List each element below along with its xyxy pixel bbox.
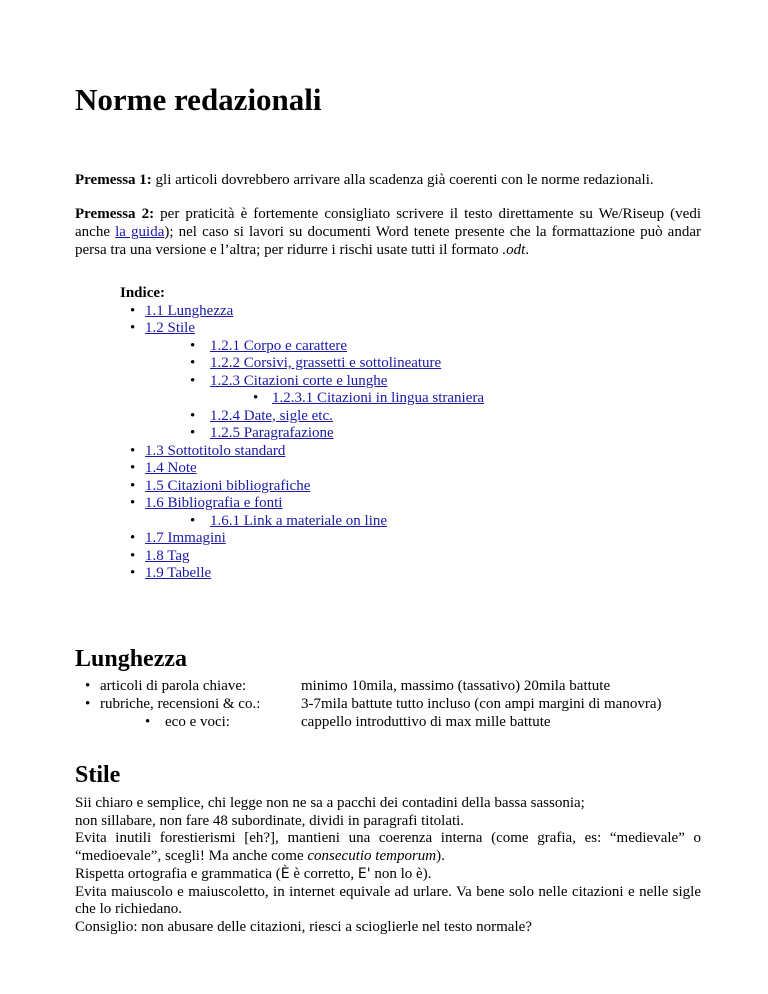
- stile-text: non lo è).: [370, 865, 432, 882]
- stile-text: Rispetta ortografia e grammatica (: [75, 865, 281, 882]
- toc-link[interactable]: 1.2.3.1 Citazioni in lingua straniera: [272, 390, 485, 406]
- heading-lunghezza: Lunghezza: [75, 646, 188, 672]
- premessa-2-text-b: ); nel caso si lavori su documenti Word tenete presente che la formattazione può andar persa tra una versione e l’altra; per ridurre i rischi usate tutti il formato: [75, 224, 701, 258]
- bullet: •: [85, 678, 91, 694]
- heading-stile: Stile: [75, 762, 121, 788]
- length-key: rubriche, recensioni & co.:: [100, 696, 261, 712]
- toc-link[interactable]: 1.4 Note: [145, 460, 197, 476]
- length-value: minimo 10mila, massimo (tassativo) 20mila battute: [301, 678, 611, 694]
- file-format: .odt: [502, 242, 526, 258]
- toc-item: [120, 373, 484, 391]
- bullet: •: [190, 512, 196, 529]
- bullet: •: [130, 302, 136, 319]
- toc-link[interactable]: 1.3 Sottotitolo standard: [145, 442, 286, 459]
- glyph-example: È: [280, 865, 290, 882]
- toc-item: [120, 565, 484, 583]
- premessa-1-text: gli articoli dovrebbero arrivare alla scadenza già coerenti con le norme redazionali.: [151, 172, 654, 188]
- premessa-2: [75, 205, 701, 259]
- toc-link[interactable]: 1.5 Citazioni bibliografiche: [145, 477, 311, 494]
- premessa-1-label: Premessa 1:: [75, 172, 152, 188]
- toc-item: [120, 320, 484, 338]
- toc-item: [120, 513, 484, 531]
- stile-italic: consecutio temporum: [307, 848, 437, 865]
- stile-line: non sillabare, non fare 48 subordinate, dividi in paragrafi titolati.: [75, 812, 465, 829]
- toc-link[interactable]: 1.9 Tabelle: [145, 565, 212, 581]
- toc-item: [120, 530, 484, 548]
- toc-link[interactable]: 1.1 Lunghezza: [145, 302, 234, 319]
- length-key: eco e voci:: [165, 714, 230, 730]
- bullet: •: [190, 425, 196, 441]
- bullet: •: [130, 547, 136, 564]
- toc-item: [120, 425, 484, 443]
- table-of-contents: [120, 285, 484, 583]
- guide-link[interactable]: la guida: [115, 224, 165, 240]
- bullet: •: [190, 355, 196, 371]
- toc-item: [120, 303, 484, 321]
- bullet: •: [130, 460, 136, 476]
- bullet: •: [130, 530, 136, 546]
- toc-item: [120, 548, 484, 566]
- toc-item: [120, 408, 484, 426]
- page-title: Norme redazionali: [75, 82, 322, 117]
- bullet: •: [130, 565, 136, 581]
- stile-text: è corretto,: [289, 865, 358, 882]
- toc-item: [120, 460, 484, 478]
- stile-line: [75, 830, 701, 865]
- stile-text: Evita inutili forestierismi [eh?], mantieni una coerenza interna (come grafia, es: “medievale” o “medioevale”, scegli! Ma anche come: [75, 830, 701, 865]
- bullet: •: [130, 495, 136, 511]
- toc-link[interactable]: 1.2.4 Date, sigle etc.: [210, 407, 333, 424]
- bullet: •: [190, 372, 196, 389]
- toc-link[interactable]: 1.8 Tag: [145, 547, 190, 564]
- bullet: •: [85, 696, 91, 712]
- stile-line: Evita maiuscolo e maiuscoletto, in internet equivale ad urlare. Va bene solo nelle citazioni e nelle sigle che lo richiedano.: [75, 883, 701, 918]
- toc-link[interactable]: 1.2.1 Corpo e carattere: [210, 337, 348, 354]
- toc-item: [120, 390, 484, 408]
- premessa-2-text-c: .: [525, 242, 530, 258]
- length-value: cappello introduttivo di max mille battute: [301, 714, 551, 730]
- toc-item: [120, 495, 484, 513]
- toc-link[interactable]: 1.2.3 Citazioni corte e lunghe: [210, 372, 388, 389]
- toc-item: [120, 355, 484, 373]
- stile-line: Consiglio: non abusare delle citazioni, riesci a scioglierle nel testo normale?: [75, 918, 532, 935]
- premessa-2-label: Premessa 2:: [75, 206, 155, 222]
- toc-link[interactable]: 1.6.1 Link a materiale on line: [210, 512, 388, 529]
- stile-line: [75, 866, 701, 884]
- toc-link[interactable]: 1.7 Immagini: [145, 530, 226, 546]
- length-key: articoli di parola chiave:: [100, 678, 247, 694]
- stile-body: [75, 795, 701, 937]
- bullet: •: [130, 477, 136, 494]
- premessa-2-text-a: per praticità è fortemente consigliato scrivere il testo direttamente su We/Riseup (vedi anche: [75, 206, 701, 240]
- bullet: •: [253, 390, 259, 406]
- bullet: •: [130, 442, 136, 459]
- bullet: •: [130, 320, 136, 336]
- toc-link[interactable]: 1.6 Bibliografia e fonti: [145, 495, 283, 511]
- toc-title: Indice:: [120, 285, 165, 301]
- premessa-1: [75, 171, 701, 189]
- toc-link[interactable]: 1.2.2 Corsivi, grassetti e sottolineature: [210, 355, 442, 371]
- stile-line: Sii chiaro e semplice, chi legge non ne sa a pacchi dei contadini della bassa sassonia;: [75, 795, 585, 811]
- length-value: 3-7mila battute tutto incluso (con ampi margini di manovra): [301, 696, 662, 712]
- toc-item: [120, 338, 484, 356]
- toc-link[interactable]: 1.2.5 Paragrafazione: [210, 425, 334, 441]
- toc-link[interactable]: 1.2 Stile: [145, 320, 196, 336]
- bullet: •: [145, 714, 151, 730]
- glyph-example: E': [357, 865, 371, 882]
- toc-item: [120, 478, 484, 496]
- stile-text: ).: [436, 848, 445, 865]
- bullet: •: [190, 407, 196, 424]
- toc-list: [120, 303, 484, 583]
- bullet: •: [190, 337, 196, 354]
- toc-item: [120, 443, 484, 461]
